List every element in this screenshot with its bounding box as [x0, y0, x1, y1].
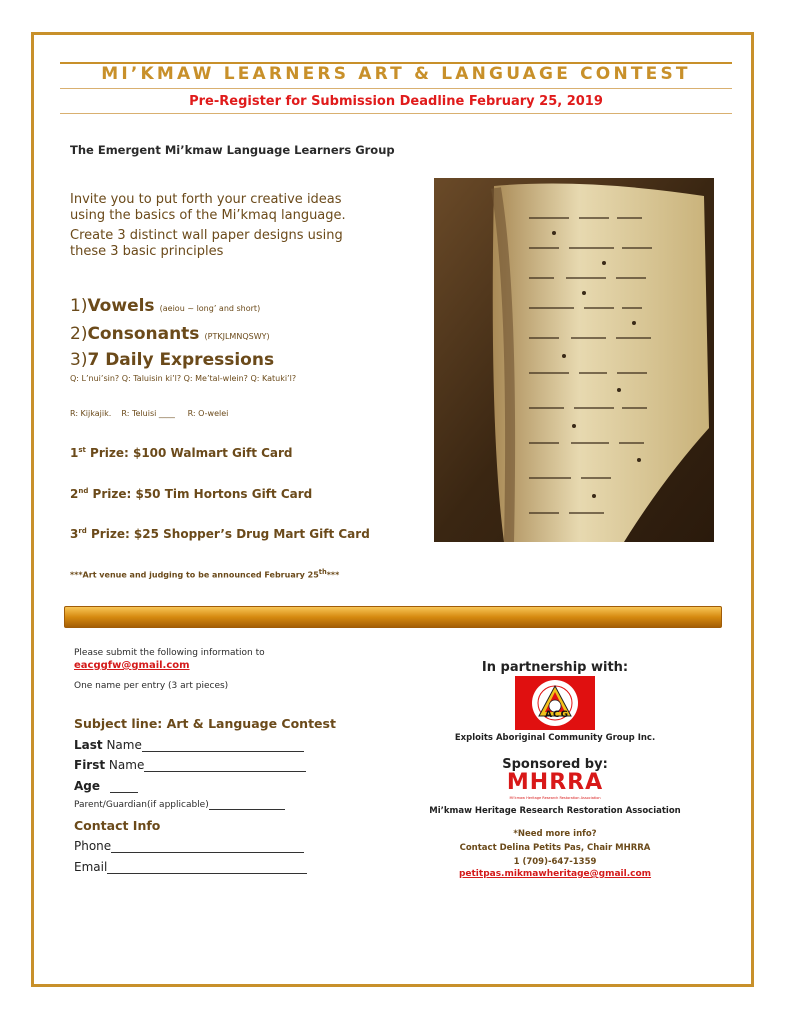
- first-name-field[interactable]: First Name: [74, 758, 306, 772]
- principle-1: 1)Vowels (aeiou ~ long’ and short): [70, 296, 261, 316]
- expression-questions: Q: L’nui’sin? Q: Taluisin ki’l? Q: Me’tal-wlein? Q: Katuki’l?: [70, 374, 297, 383]
- mhrra-logo-subtitle: Mi’kmaw Heritage Research Restoration Association: [509, 796, 601, 800]
- principle-title: 7 Daily Expressions: [87, 350, 275, 370]
- intro-text: [70, 192, 410, 260]
- submit-instructions: Please submit the following information to: [74, 648, 265, 658]
- section-divider-bar: [64, 606, 722, 628]
- email-input-line[interactable]: [107, 862, 307, 874]
- eacg-org-name: Exploits Aboriginal Community Group Inc.: [454, 733, 656, 743]
- submit-email-link[interactable]: [74, 660, 190, 671]
- contact-name: Contact Delina Petits Pas, Chair MHRRA: [459, 843, 651, 853]
- email-link[interactable]: eacggfw@gmail.com: [74, 660, 190, 671]
- contact-email[interactable]: [420, 869, 690, 879]
- prize-1: 1st Prize: $100 Walmart Gift Card: [70, 446, 293, 460]
- email-field[interactable]: Email: [74, 860, 307, 874]
- last-name-field[interactable]: Last Name: [74, 738, 304, 752]
- manuscript-photo: [434, 178, 714, 542]
- phone-input-line[interactable]: [111, 841, 304, 853]
- intro-line-1: Invite you to put forth your creative ideas: [70, 192, 342, 207]
- prize-2: 2nd Prize: $50 Tim Hortons Gift Card: [70, 487, 313, 501]
- expression-responses: R: Kijkajik. R: Teluisi ____ R: O-welei: [70, 409, 229, 418]
- contact-info-heading: Contact Info: [74, 818, 161, 833]
- principle-3: 3)7 Daily Expressions: [70, 350, 275, 370]
- intro-line-3: Create 3 distinct wall paper designs using: [70, 228, 343, 243]
- subject-line: Subject line: Art & Language Contest: [74, 716, 336, 731]
- phone-field[interactable]: Phone: [74, 839, 304, 853]
- contact-phone: 1 (709)-647-1359: [513, 857, 597, 867]
- deadline-subtitle: Pre-Register for Submission Deadline February 25, 2019: [189, 94, 603, 109]
- mhrra-full-name: Mi’kmaw Heritage Research Restoration Association: [429, 806, 681, 816]
- group-name: The Emergent Mi’kmaw Language Learners Group: [70, 143, 395, 157]
- eacg-logo-letters: ACG: [545, 710, 569, 720]
- prize-3: 3rd Prize: $25 Shopper’s Drug Mart Gift Card: [70, 527, 370, 541]
- need-info-text: *Need more info?: [513, 829, 597, 839]
- sponsored-heading: Sponsored by:: [502, 757, 608, 772]
- principle-detail: (PTKJLMNQSWY): [204, 332, 270, 341]
- contest-title: MI’KMAW LEARNERS ART & LANGUAGE CONTEST: [101, 64, 691, 84]
- age-field[interactable]: Age: [74, 779, 138, 793]
- parent-guardian-field[interactable]: Parent/Guardian(if applicable): [74, 800, 285, 810]
- first-name-input-line[interactable]: [144, 760, 306, 772]
- principle-title: Consonants: [87, 324, 200, 344]
- eacg-logo-graphic: [515, 676, 595, 730]
- principle-2: 2)Consonants (PTKJLMNQSWY): [70, 324, 270, 344]
- eacg-logo: [515, 676, 595, 730]
- intro-line-4: these 3 basic principles: [70, 244, 224, 259]
- principle-title: Vowels: [87, 296, 155, 316]
- manuscript-illustration: [434, 178, 714, 542]
- partnership-heading: In partnership with:: [481, 660, 629, 675]
- mhrra-logo: MHRRA: [506, 770, 604, 795]
- venue-note: ***Art venue and judging to be announced February 25th***: [70, 568, 340, 580]
- parent-input-line[interactable]: [209, 800, 285, 810]
- last-name-input-line[interactable]: [142, 740, 304, 752]
- contact-email-link[interactable]: petitpas.mikmawheritage@gmail.com: [458, 869, 652, 879]
- one-name-note: One name per entry (3 art pieces): [74, 681, 229, 691]
- intro-line-2: using the basics of the Mi’kmaq language.: [70, 208, 346, 223]
- header-bottom-rule: [60, 113, 732, 114]
- header-mid-rule: [60, 88, 732, 89]
- age-input-line[interactable]: [110, 781, 138, 793]
- principle-detail: (aeiou ~ long’ and short): [159, 304, 261, 313]
